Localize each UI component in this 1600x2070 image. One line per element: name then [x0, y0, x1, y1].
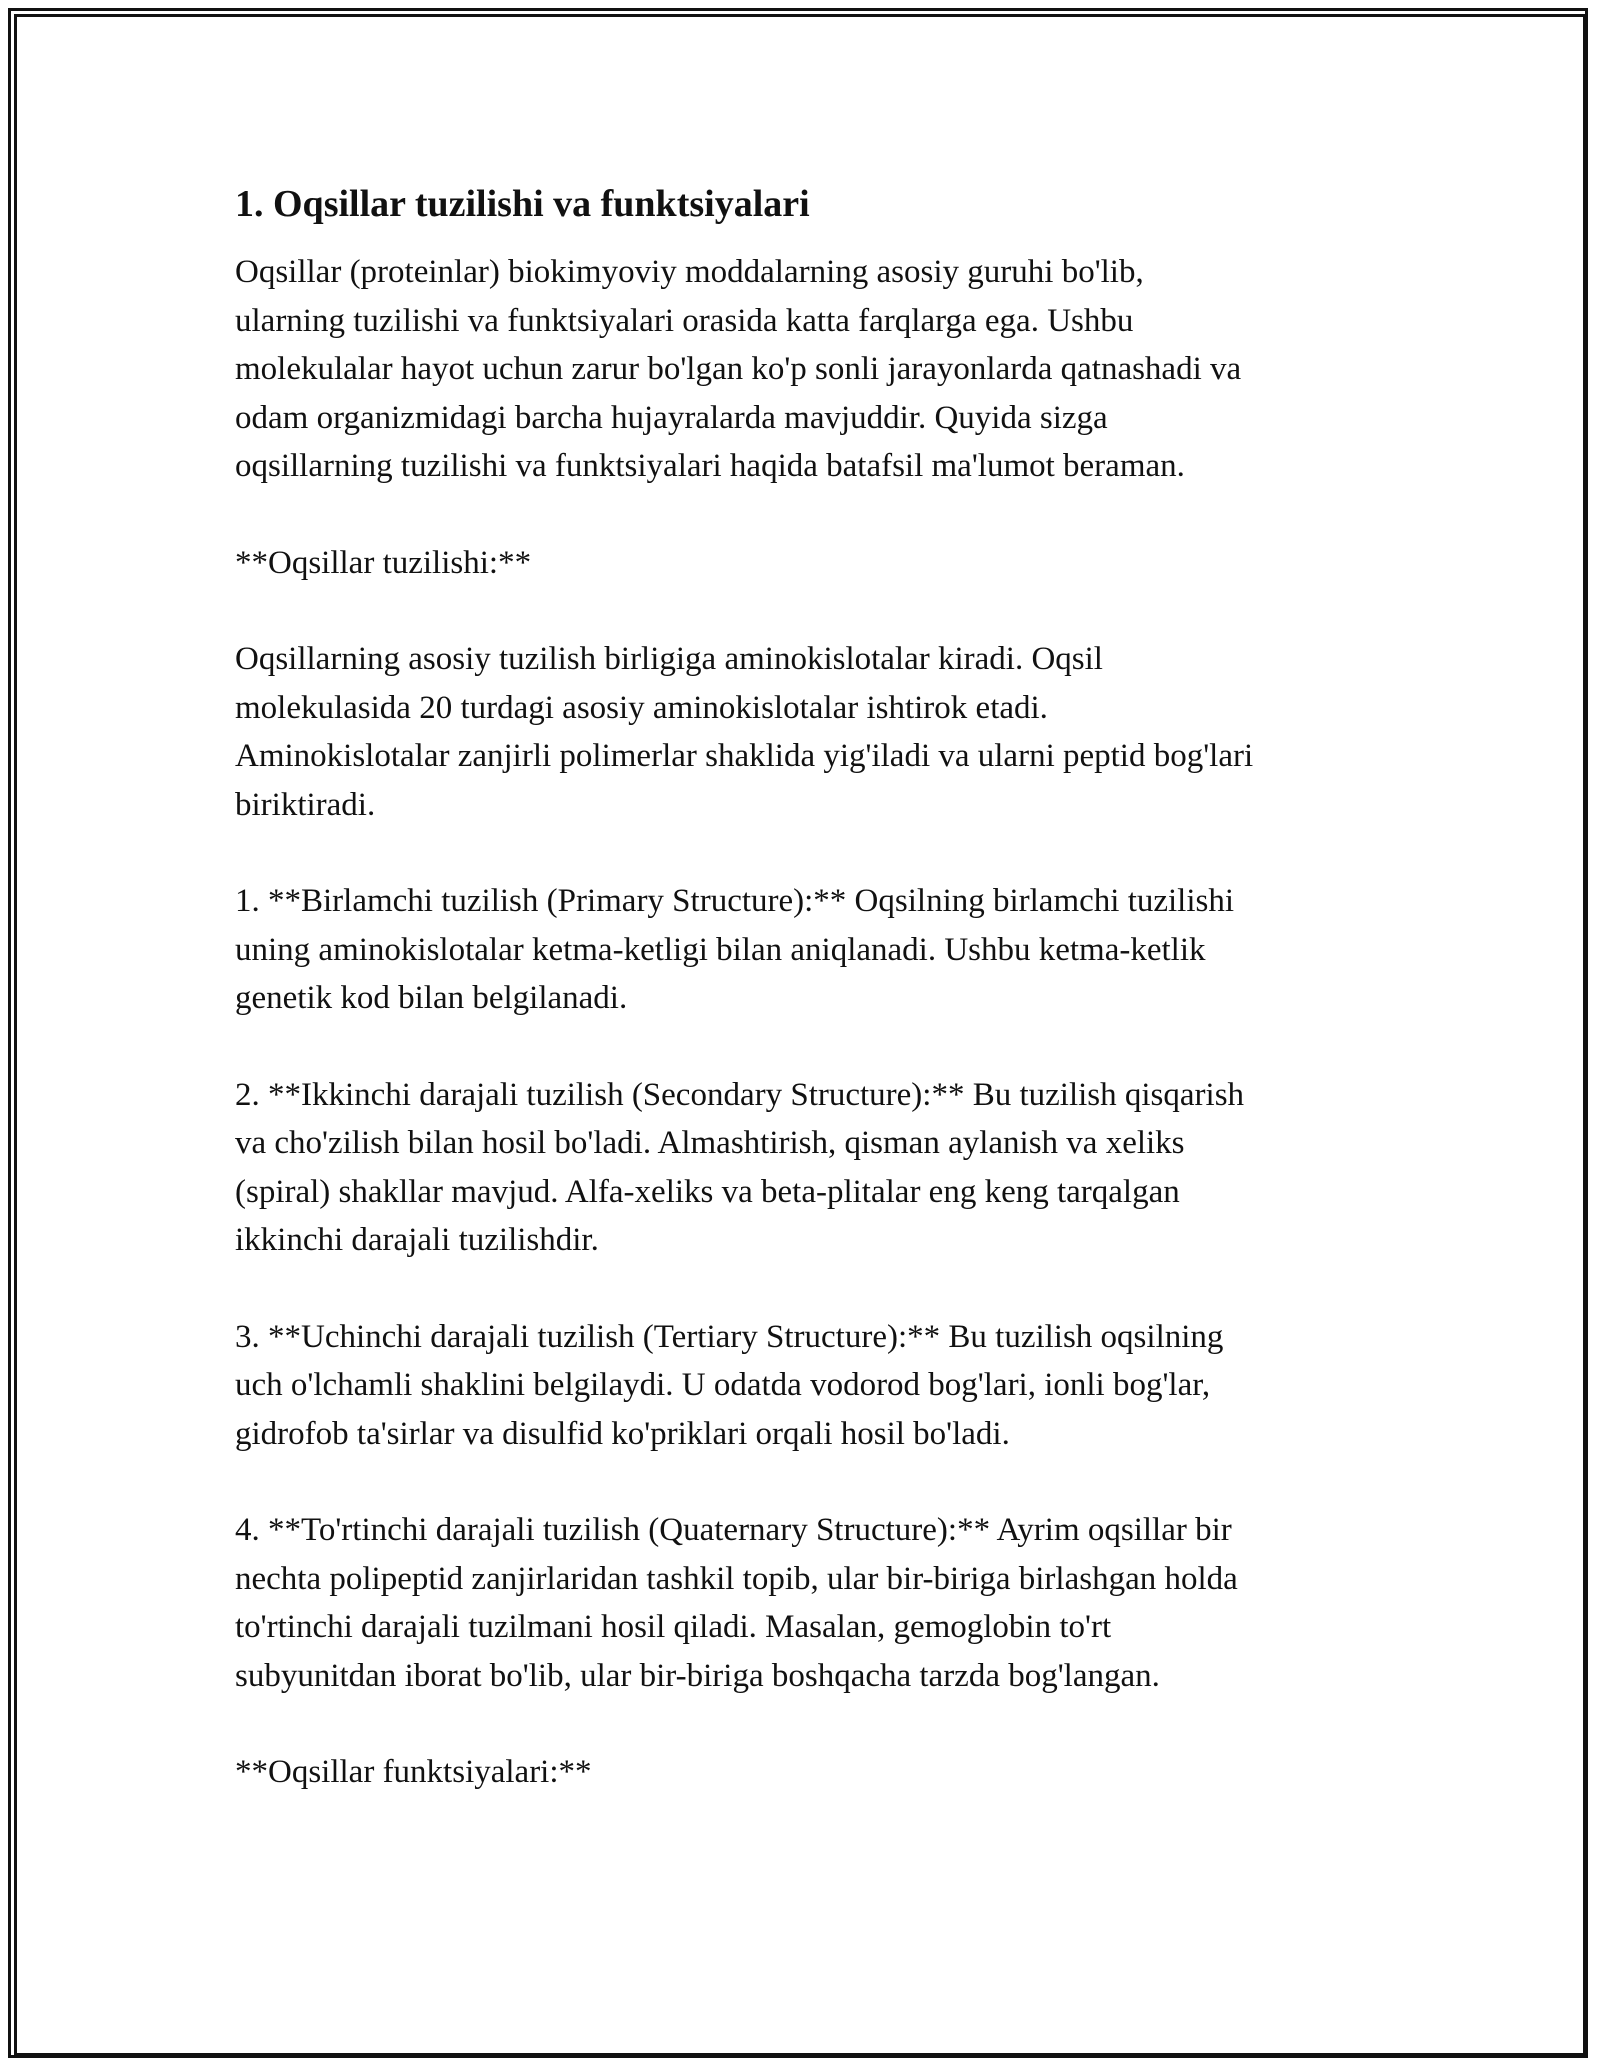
structure-heading: **Oqsillar tuzilishi:**	[235, 544, 532, 581]
document-body	[235, 180, 1395, 1845]
primary-structure-item: 1. **Birlamchi tuzilish (Primary Structure):** Oqsilning birlamchi tuzilishi uning aminokislotalar ketma-ketligi bilan aniqlanadi. Ushbu ketma-ketlik genetik kod bilan belgilanadi.	[235, 883, 1235, 1016]
document-title: 1. Oqsillar tuzilishi va funktsiyalari	[235, 183, 810, 225]
functions-heading: **Oqsillar funktsiyalari:**	[235, 1754, 592, 1790]
tertiary-structure-item: 3. **Uchinchi darajali tuzilish (Tertiary Structure):** Bu tuzilish oqsilning uch o'lchamli shaklini belgilaydi. U odatda vodorod bog'lari, ionli bog'lar, gidrofob ta'sirlar va disulfid ko'priklari orqali hosil bo'ladi.	[235, 1318, 1224, 1452]
amino-acids-paragraph: Oqsillarning asosiy tuzilish birligiga aminokislotalar kiradi. Oqsil molekulasida 20 turdagi asosiy aminokislotalar ishtirok etadi. Aminokislotalar zanjirli polimerlar shaklida yig'iladi va ularni peptid bog'lari biriktiradi.	[235, 641, 1254, 823]
secondary-structure-item: 2. **Ikkinchi darajali tuzilish (Secondary Structure):** Bu tuzilish qisqarish va cho'zilish bilan hosil bo'ladi. Almashtirish, qisman aylanish va xeliks (spiral) shakllar mavjud. Alfa-xeliks va beta-plitalar eng keng tarqalgan ikkinchi darajali tuzilishdir.	[235, 1076, 1245, 1258]
intro-paragraph: Oqsillar (proteinlar) biokimyoviy moddalarning asosiy guruhi bo'lib, ularning tuzilishi va funktsiyalari orasida katta farqlarga ega. Ushbu molekulalar hayot uchun zarur bo'lgan ko'p sonli jarayonlarda qatnashadi va odam organizmidagi barcha hujayralarda mavjuddir. Quyida sizga oqsillarning tuzilishi va funktsiyalari haqida batafsil ma'lumot beraman.	[235, 254, 1242, 484]
quaternary-structure-item: 4. **To'rtinchi darajali tuzilish (Quaternary Structure):** Ayrim oqsillar bir nechta polipeptid zanjirlaridan tashkil topib, ular bir-biriga birlashgan holda to'rtinchi darajali tuzilmani hosil qiladi. Masalan, gemoglobin to'rt subyunitdan iborat bo'lib, ular bir-biriga boshqacha tarzda bog'langan.	[235, 1512, 1238, 1694]
